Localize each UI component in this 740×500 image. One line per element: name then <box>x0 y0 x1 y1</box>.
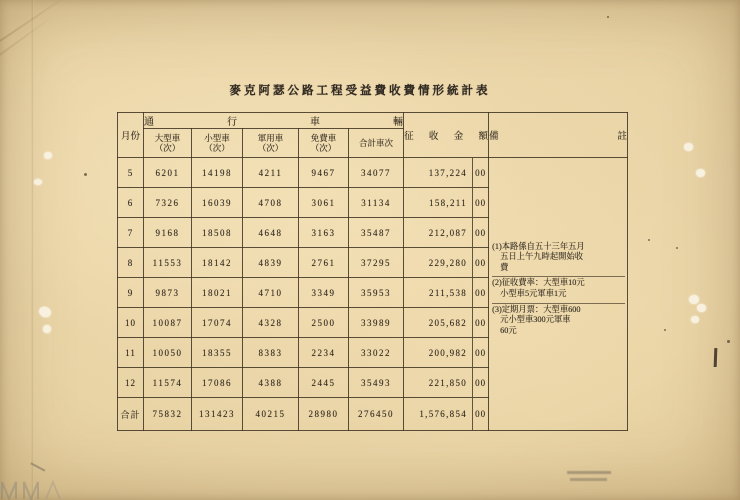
header-large-vehicle <box>144 129 192 158</box>
scratch-mark <box>31 462 46 471</box>
cell-amount <box>404 368 489 398</box>
amount-value: 1,576,854 <box>419 409 468 419</box>
amount-cents: 00 <box>472 278 488 307</box>
cell-small: 18355 <box>192 338 243 368</box>
cell-free: 2234 <box>299 338 349 368</box>
cell-large: 10050 <box>144 338 192 368</box>
cell-military: 40215 <box>243 398 299 431</box>
cell-month: 9 <box>118 278 144 308</box>
paper-fleck <box>43 325 51 333</box>
header-remarks: 備註 <box>489 113 628 158</box>
table-header <box>118 113 628 158</box>
cell-total-trips: 31134 <box>349 188 404 218</box>
header-military-vehicle <box>243 129 299 158</box>
cell-military: 4648 <box>243 218 299 248</box>
cell-total-trips: 33022 <box>349 338 404 368</box>
amount-value: 212,087 <box>428 227 468 238</box>
cell-free: 3349 <box>299 278 349 308</box>
cell-military: 4388 <box>243 368 299 398</box>
amount-value: 200,982 <box>428 347 468 358</box>
remarks-block <box>489 241 627 339</box>
remark-item-3 <box>492 303 625 339</box>
cell-month: 6 <box>118 188 144 218</box>
cell-small: 131423 <box>192 398 243 431</box>
cell-military: 4710 <box>243 278 299 308</box>
header-month: 月份 <box>118 113 144 158</box>
header-small-unit: （次） <box>204 143 230 153</box>
cell-total-trips: 35493 <box>349 368 404 398</box>
ghost-stamp-text <box>570 478 607 481</box>
amount-cents: 00 <box>472 188 488 217</box>
amount-value: 229,280 <box>428 257 468 268</box>
cell-free: 9467 <box>299 158 349 188</box>
cell-amount <box>404 158 489 188</box>
cell-free: 28980 <box>299 398 349 431</box>
cell-month: 8 <box>118 248 144 278</box>
cell-amount <box>404 278 489 308</box>
ink-speck <box>727 340 730 343</box>
header-military-label: 軍用車 <box>257 133 284 143</box>
cell-month-total-label: 合計 <box>118 398 144 431</box>
page-title: 麥克阿瑟公路工程受益費收費情形統計表 <box>229 85 491 97</box>
paper-fleck <box>689 295 699 304</box>
corner-crease-line <box>0 0 75 44</box>
corner-crease-line <box>0 14 56 56</box>
cell-large: 6201 <box>144 158 192 188</box>
cell-free: 2500 <box>299 308 349 338</box>
paper-fleck <box>44 152 52 159</box>
remark-line: (2)征收費率：大型車10元 <box>492 278 585 288</box>
amount-value: 137,224 <box>428 167 468 178</box>
cell-large: 10087 <box>144 308 192 338</box>
header-small-vehicle <box>192 129 243 158</box>
cell-free: 2445 <box>299 368 349 398</box>
remark-line: 五日上午九時起開始收 <box>500 252 584 262</box>
header-military-unit: （次） <box>257 143 284 153</box>
amount-value: 158,211 <box>429 197 468 208</box>
cell-large: 75832 <box>144 398 192 431</box>
remark-line: (3)定期月票：大型車600 <box>492 304 581 314</box>
cell-large: 7326 <box>144 188 192 218</box>
cell-small: 14198 <box>192 158 243 188</box>
ink-speck <box>676 247 678 249</box>
cell-amount <box>404 398 489 431</box>
paper-fleck <box>37 305 52 319</box>
header-free-vehicle <box>299 129 349 158</box>
amount-cents: 00 <box>472 248 488 277</box>
cell-military: 4839 <box>243 248 299 278</box>
amount-value: 211,538 <box>429 287 468 298</box>
cell-amount <box>404 218 489 248</box>
amount-value: 205,682 <box>428 317 468 328</box>
toll-statistics-table <box>117 112 628 431</box>
amount-cents: 00 <box>472 158 488 187</box>
cell-month: 11 <box>118 338 144 368</box>
cell-small: 18508 <box>192 218 243 248</box>
cell-large: 9873 <box>144 278 192 308</box>
remark-line: 元小型車300元軍車 <box>500 315 571 325</box>
ink-speck <box>664 329 666 331</box>
paper-fleck <box>696 169 705 177</box>
amount-cents: 00 <box>472 218 488 247</box>
cell-small: 17086 <box>192 368 243 398</box>
vertical-fold-crease <box>31 0 34 500</box>
paper-fleck <box>34 179 42 185</box>
header-amount: 征收金額 <box>404 113 489 158</box>
cell-total-trips: 35953 <box>349 278 404 308</box>
remark-line: 60元 <box>500 325 517 335</box>
cell-military: 4708 <box>243 188 299 218</box>
header-large-label: 大型車 <box>154 133 181 143</box>
cell-month: 12 <box>118 368 144 398</box>
cell-month: 7 <box>118 218 144 248</box>
cell-total-trips: 37295 <box>349 248 404 278</box>
cell-total-trips: 33989 <box>349 308 404 338</box>
header-free-unit: （次） <box>310 143 337 153</box>
ink-speck <box>648 239 650 241</box>
cell-amount <box>404 308 489 338</box>
cell-military: 4328 <box>243 308 299 338</box>
header-free-label: 免費車 <box>310 133 337 143</box>
cell-large: 9168 <box>144 218 192 248</box>
ink-speck <box>84 173 87 176</box>
amount-cents: 00 <box>472 338 488 367</box>
cell-large: 11574 <box>144 368 192 398</box>
cell-free: 3163 <box>299 218 349 248</box>
table-row-month-5 <box>118 158 628 188</box>
zigzag-pencil-marks <box>0 478 70 500</box>
cell-month: 10 <box>118 308 144 338</box>
cell-free: 3061 <box>299 188 349 218</box>
remark-item-1 <box>492 241 625 276</box>
remark-item-2 <box>492 276 625 301</box>
cell-amount <box>404 188 489 218</box>
cell-military: 8383 <box>243 338 299 368</box>
remark-line: (1)本路係自五十三年五月 <box>492 241 585 251</box>
cell-small: 18021 <box>192 278 243 308</box>
header-small-label: 小型車 <box>204 133 230 143</box>
header-total-trips: 合計車次 <box>349 129 404 158</box>
cell-month: 5 <box>118 158 144 188</box>
cell-small: 17074 <box>192 308 243 338</box>
paper-fleck <box>691 316 699 323</box>
cell-total-trips: 34077 <box>349 158 404 188</box>
amount-cents: 00 <box>472 368 488 397</box>
cell-total-trips: 276450 <box>349 398 404 431</box>
cell-large: 11553 <box>144 248 192 278</box>
remark-line: 費 <box>500 262 509 272</box>
amount-value: 221,850 <box>428 377 468 388</box>
cell-amount <box>404 248 489 278</box>
header-large-unit: （次） <box>154 143 181 153</box>
amount-cents: 00 <box>472 398 488 430</box>
cell-small: 16039 <box>192 188 243 218</box>
cell-amount <box>404 338 489 368</box>
cell-military: 4211 <box>243 158 299 188</box>
cell-small: 18142 <box>192 248 243 278</box>
ghost-stamp-text <box>567 471 611 474</box>
paper-fleck <box>697 304 706 312</box>
cell-total-trips: 35487 <box>349 218 404 248</box>
header-traffic-group: 通行車輛 <box>144 113 404 129</box>
cell-free: 2761 <box>299 248 349 278</box>
amount-cents: 00 <box>472 308 488 337</box>
edge-ink-mark <box>714 348 717 367</box>
ink-speck <box>607 16 609 18</box>
paper-fleck <box>684 143 693 151</box>
remarks-cell <box>489 158 628 431</box>
remark-line: 小型車5元軍車1元 <box>500 289 567 298</box>
